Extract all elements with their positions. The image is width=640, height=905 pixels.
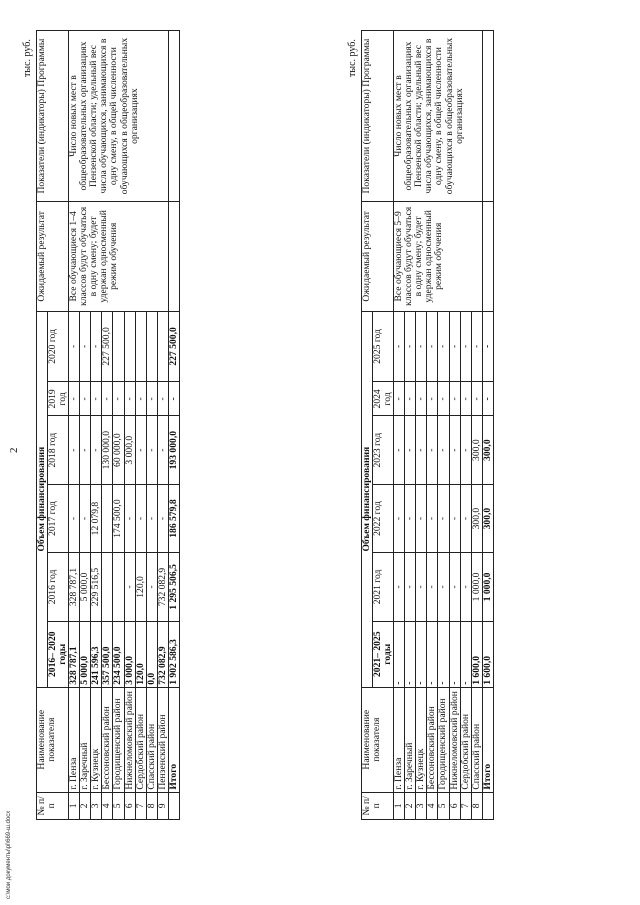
total-year-value: 186 579,8 <box>168 484 179 552</box>
row-name: г. Пенза <box>69 687 80 792</box>
table-row <box>394 31 405 820</box>
total-label: Итого <box>482 687 493 792</box>
header-result: Ожидаемый результат <box>362 202 394 311</box>
row-year-value: 5 000,0 <box>80 553 91 621</box>
row-year-value: - <box>69 311 80 382</box>
row-name: Нижнеломовский район <box>124 687 135 792</box>
row-year-value: - <box>91 416 102 484</box>
total-label: Итого <box>168 687 179 792</box>
row-name: Пензенский район <box>157 687 168 792</box>
row-year-value <box>146 311 157 382</box>
row-year-value: - <box>405 311 416 382</box>
header-year: 2021 год <box>373 553 394 621</box>
row-year-value: 1 000,0 <box>471 553 482 621</box>
row-year-value: - <box>394 484 405 552</box>
row-year-value: 3 000,0 <box>124 416 135 484</box>
row-total: - <box>405 621 416 687</box>
header-indicators: Показатели (индикаторы) Программы <box>362 31 394 202</box>
header-num: № п/п <box>362 792 394 819</box>
row-year-value: - <box>438 484 449 552</box>
row-year-value: - <box>146 484 157 552</box>
row-year-value: - <box>471 382 482 416</box>
footer-file-path: c:\мои документы\pl\669-ш.docx <box>6 810 12 899</box>
header-name: Наименование показателя <box>362 687 394 792</box>
total-empty <box>168 202 179 311</box>
row-year-value: 130 000,0 <box>102 416 113 484</box>
row-year-value: - <box>449 382 460 416</box>
total-row <box>482 31 493 820</box>
row-year-value <box>157 311 168 382</box>
row-year-value: - <box>460 553 471 621</box>
row-number: 4 <box>102 792 113 819</box>
row-year-value: - <box>69 382 80 416</box>
header-year: 2022 год <box>373 484 394 552</box>
row-year-value: - <box>449 416 460 484</box>
row-year-value: - <box>449 553 460 621</box>
row-number: 1 <box>69 792 80 819</box>
row-year-value: - <box>157 484 168 552</box>
row-year-value: - <box>80 382 91 416</box>
row-number: 7 <box>135 792 146 819</box>
row-year-value: - <box>438 416 449 484</box>
total-row-num <box>482 792 493 819</box>
row-year-value: - <box>135 416 146 484</box>
total-year-value: 1 295 506,5 <box>168 553 179 621</box>
row-total: 328 787,1 <box>69 621 80 687</box>
header-num: № п/п <box>37 792 69 819</box>
row-name: г. Кузнецк <box>416 687 427 792</box>
header-year: 2025 год <box>373 311 394 382</box>
row-year-value: - <box>80 484 91 552</box>
row-year-value: - <box>471 311 482 382</box>
row-year-value: - <box>427 416 438 484</box>
program-indicators: Число новых мест в общеобразовательных организациях Пензенской области; удельный вес числа обучающихся, занимающихся в одну смену, в общей численности обучающихся в общеобразовательных организациях <box>69 31 169 202</box>
row-year-value <box>102 484 113 552</box>
row-year-value: - <box>405 553 416 621</box>
row-name: Бессоновский район <box>102 687 113 792</box>
row-year-value: - <box>416 382 427 416</box>
row-year-value: 300,0 <box>471 416 482 484</box>
row-year-value <box>113 553 124 621</box>
row-year-value: - <box>146 553 157 621</box>
row-name: Сердобский район <box>460 687 471 792</box>
total-empty <box>168 31 179 202</box>
row-name: Бессоновский район <box>427 687 438 792</box>
row-year-value: 229 516,5 <box>91 553 102 621</box>
row-name: г. Пенза <box>394 687 405 792</box>
row-name: Городищенский район <box>113 687 124 792</box>
row-year-value <box>102 553 113 621</box>
row-total: 0,0 <box>146 621 157 687</box>
row-number: 3 <box>91 792 102 819</box>
row-total: 357 500,0 <box>102 621 113 687</box>
row-total: 1 600,0 <box>471 621 482 687</box>
row-year-value: - <box>80 416 91 484</box>
row-name: г. Заречный <box>405 687 416 792</box>
total-year-value: 1 000,0 <box>482 553 493 621</box>
expected-result: Все обучающиеся 5–9 классов будут обучаться в одну смену; будет удержан односменный режим обучения <box>394 202 483 311</box>
row-year-value: 174 500,0 <box>113 484 124 552</box>
header-total: 2021– 2025 годы <box>373 621 394 687</box>
row-year-value: - <box>394 311 405 382</box>
header-year: 2024 год <box>373 382 394 416</box>
header-indicators: Показатели (индикаторы) Программы <box>37 31 69 202</box>
total-row <box>168 31 179 820</box>
row-number: 3 <box>416 792 427 819</box>
header-year: 2019 год <box>48 382 69 416</box>
header-row <box>362 31 373 820</box>
row-year-value <box>113 311 124 382</box>
header-funding: Объем финансирования <box>362 311 373 687</box>
row-year-value: 120,0 <box>135 553 146 621</box>
row-total: - <box>438 621 449 687</box>
program-indicators: Число новых мест в общеобразовательных организациях Пензенской области; удельный вес числа обучающихся, занимающихся в одну смену, в общей численности обучающихся в общеобразовательных организациях <box>394 31 483 202</box>
financing-table-2016-2020 <box>36 30 180 820</box>
header-year: 2016 год <box>48 553 69 621</box>
header-year: 2017 год <box>48 484 69 552</box>
row-year-value: - <box>102 382 113 416</box>
header-funding: Объем финансирования <box>37 311 48 687</box>
row-year-value: - <box>405 416 416 484</box>
row-number: 2 <box>80 792 91 819</box>
row-total: - <box>427 621 438 687</box>
row-total: 241 596,3 <box>91 621 102 687</box>
row-year-value: - <box>438 311 449 382</box>
row-year-value: - <box>146 382 157 416</box>
total-sum: 1 600,0 <box>482 621 493 687</box>
total-year-value: 300,0 <box>482 416 493 484</box>
row-total: 120,0 <box>135 621 146 687</box>
total-year-value: 227 500,0 <box>168 311 179 382</box>
row-year-value: - <box>113 382 124 416</box>
total-sum: 1 902 586,3 <box>168 621 179 687</box>
header-year: 2018 год <box>48 416 69 484</box>
row-year-value: - <box>394 416 405 484</box>
row-total: 732 082,9 <box>157 621 168 687</box>
row-year-value: - <box>460 311 471 382</box>
row-number: 7 <box>460 792 471 819</box>
row-year-value: 60 000,0 <box>113 416 124 484</box>
expected-result: Все обучающиеся 1–4 классов будут обучаться в одну смену; будет удержан односменный режим обучения <box>69 202 169 311</box>
row-name: Сердобский район <box>135 687 146 792</box>
row-year-value: - <box>405 484 416 552</box>
row-year-value: - <box>460 382 471 416</box>
total-year-value: - <box>482 382 493 416</box>
header-row <box>37 31 48 820</box>
row-year-value: 227 500,0 <box>102 311 113 382</box>
row-year-value: - <box>91 311 102 382</box>
row-year-value: 300,0 <box>471 484 482 552</box>
row-year-value: - <box>449 311 460 382</box>
row-total: - <box>460 621 471 687</box>
row-year-value: - <box>394 553 405 621</box>
row-total: - <box>416 621 427 687</box>
header-year: 2023 год <box>373 416 394 484</box>
row-name: г. Заречный <box>80 687 91 792</box>
row-year-value: - <box>135 484 146 552</box>
row-year-value <box>124 311 135 382</box>
row-year-value: - <box>427 311 438 382</box>
header-year: 2020 год <box>48 311 69 382</box>
row-year-value: - <box>69 484 80 552</box>
row-number: 8 <box>471 792 482 819</box>
row-year-value: - <box>460 416 471 484</box>
row-year-value: - <box>438 553 449 621</box>
row-year-value: - <box>124 553 135 621</box>
row-year-value: - <box>405 382 416 416</box>
row-year-value: - <box>157 382 168 416</box>
total-year-value: - <box>168 382 179 416</box>
row-name: Нижнеломовский район <box>449 687 460 792</box>
row-total: 3 000,0 <box>124 621 135 687</box>
row-number: 6 <box>124 792 135 819</box>
total-year-value: 193 000,0 <box>168 416 179 484</box>
row-year-value: - <box>124 484 135 552</box>
row-year-value: - <box>394 382 405 416</box>
total-empty <box>482 31 493 202</box>
row-year-value: - <box>416 311 427 382</box>
row-year-value: - <box>124 382 135 416</box>
row-year-value: - <box>146 416 157 484</box>
row-year-value: - <box>157 416 168 484</box>
row-year-value: - <box>427 553 438 621</box>
row-year-value: 12 079,8 <box>91 484 102 552</box>
row-year-value: - <box>91 382 102 416</box>
page-number: 2 <box>8 447 20 453</box>
row-year-value: 328 787,1 <box>69 553 80 621</box>
row-number: 8 <box>146 792 157 819</box>
row-year-value: - <box>427 382 438 416</box>
total-empty <box>482 202 493 311</box>
row-number: 5 <box>113 792 124 819</box>
row-name: Спасский район <box>146 687 157 792</box>
row-number: 4 <box>427 792 438 819</box>
row-year-value: - <box>416 553 427 621</box>
row-number: 5 <box>438 792 449 819</box>
total-row-num <box>168 792 179 819</box>
total-year-value: 300,0 <box>482 484 493 552</box>
row-name: г. Кузнецк <box>91 687 102 792</box>
row-year-value: - <box>427 484 438 552</box>
row-year-value: - <box>416 484 427 552</box>
row-name: Спасский район <box>471 687 482 792</box>
row-number: 2 <box>405 792 416 819</box>
row-total: - <box>449 621 460 687</box>
row-year-value: - <box>80 311 91 382</box>
row-year-value: - <box>416 416 427 484</box>
row-year-value: - <box>135 382 146 416</box>
header-result: Ожидаемый результат <box>37 202 69 311</box>
row-total: 234 500,0 <box>113 621 124 687</box>
row-number: 1 <box>394 792 405 819</box>
header-total: 2016– 2020 годы <box>48 621 69 687</box>
row-year-value: 732 082,9 <box>157 553 168 621</box>
row-total: 5 000,0 <box>80 621 91 687</box>
row-number: 9 <box>157 792 168 819</box>
row-year-value: - <box>460 484 471 552</box>
row-number: 6 <box>449 792 460 819</box>
financing-table-2021-2025 <box>361 30 494 820</box>
row-year-value <box>135 311 146 382</box>
total-year-value: - <box>482 311 493 382</box>
unit-label-2: тыс. руб. <box>347 39 358 77</box>
row-year-value: - <box>438 382 449 416</box>
table-row <box>69 31 80 820</box>
unit-label-1: тыс. руб. <box>22 39 33 77</box>
row-year-value: - <box>449 484 460 552</box>
row-year-value: - <box>69 416 80 484</box>
row-total: - <box>394 621 405 687</box>
row-name: Городищенский район <box>438 687 449 792</box>
header-name: Наименование показателя <box>37 687 69 792</box>
